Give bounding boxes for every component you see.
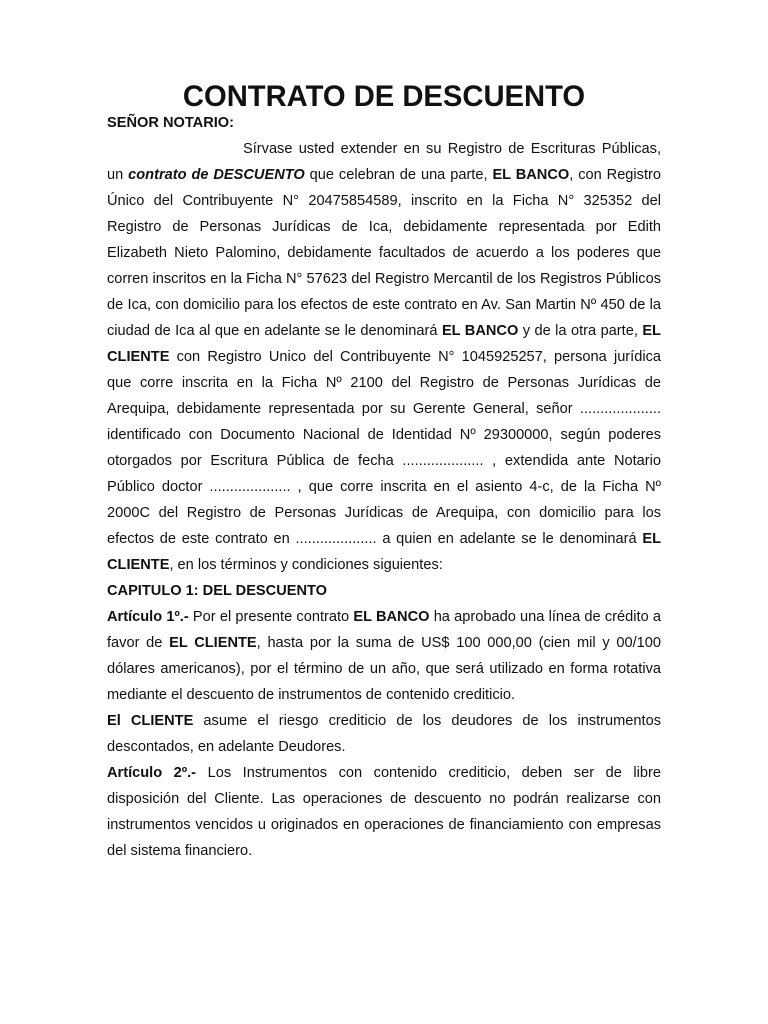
intro-text-6: , en los términos y condiciones siguientes: [169,557,443,573]
article-1-label: Artículo 1º.- [107,609,189,625]
intro-text-2: que celebran de una parte, [304,167,493,183]
intro-text-5: con Registro Unico del Contribuyente N° 1045925257, persona jurídica que corre inscrita en la Ficha Nº 2100 del Registro de Personas Jurídicas de Arequipa, debidamente representada por su Gerente General, señor .................... identificado con Documento Nacional de Identidad Nº 29300000, según poderes otorgados por Escritura Pública de fecha .................... , extendida ante Notario Público doctor .................... , que corre inscrita en el asiento 4-c, de la Ficha Nº 2000C del Registro de Personas Jurídicas de Arequipa, con domicilio para los efectos de este contrato en .................... a quien en adelante se le denominará [107,349,661,547]
article-1-text-3: , hasta por la suma de US$ 100 000,00 (cien mil y 00/100 dólares americanos), por el término de un año, que será utilizado en forma rotativa mediante el descuento de instrumentos de contenido crediticio. [107,635,661,703]
article-1-client: EL CLIENTE [169,635,257,651]
intro-text-4: y de la otra parte, [518,323,643,339]
article-2-text: Los Instrumentos con contenido crediticio, deben ser de libre disposición del Cliente. Las operaciones de descuento no podrán realizarse con instrumentos vencidos u originados en operaciones de financiamiento con empresas del sistema financiero. [107,765,661,859]
intro-contract-name: contrato de DESCUENTO [128,167,305,183]
article-1-text-1: Por el presente contrato [188,609,354,625]
article-1-risk-text: asume el riesgo crediticio de los deudores de los instrumentos descontados, en adelante Deudores. [107,713,661,755]
article-1-paragraph [107,604,661,708]
intro-party-bank-2: EL BANCO [441,323,519,339]
intro-text-1: Sírvase usted extender en su Registro de Escrituras Públicas, un [107,141,661,183]
article-1-bank: EL BANCO [353,609,430,625]
chapter-heading: CAPITULO 1: DEL DESCUENTO [107,583,328,599]
article-2-label: Artículo 2º.- [107,765,197,781]
intro-text-3: , con Registro Único del Contribuyente N° 20475854589, inscrito en la Ficha N° 325352 del Registro de Personas Jurídicas de Ica, debidamente representada por Edith Elizabeth Nieto Palomino, debidamente facultados de acuerdo a los poderes que corren inscritos en la Ficha N° 57623 del Registro Mercantil de los Registros Públicos de Ica, con domicilio para los efectos de este contrato en Av. San Martin Nº 450 de la ciudad de Ica al que en adelante se le denominará [107,167,661,339]
article-1-risk-client: El CLIENTE [107,713,194,729]
document-page [107,81,662,864]
article-1-risk-paragraph [107,708,661,760]
article-2-paragraph [107,760,661,864]
salutation: SEÑOR NOTARIO: [107,115,235,131]
document-title: CONTRATO DE DESCUENTO [182,81,586,113]
intro-party-client-2: EL CLIENTE [107,531,661,573]
intro-party-bank-1: EL BANCO [492,167,570,183]
intro-paragraph [107,136,661,578]
intro-party-client-1: EL CLIENTE [107,323,661,365]
article-1-text-2: ha aprobado una línea de crédito a favor de [107,609,662,651]
